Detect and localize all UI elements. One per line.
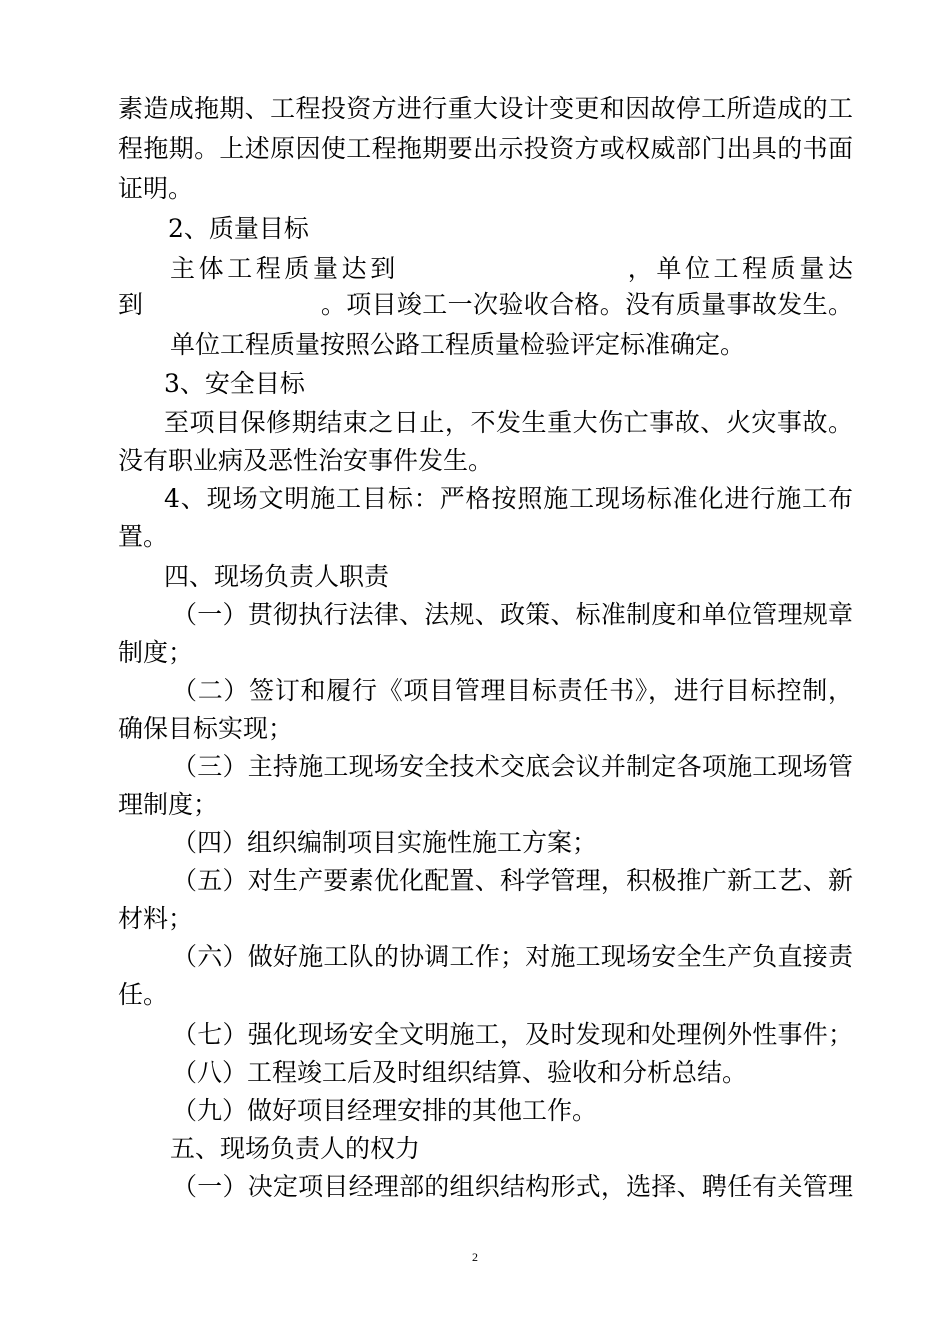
paragraph-line: 材料； bbox=[118, 904, 194, 933]
paragraph-line: 理制度； bbox=[118, 790, 219, 819]
paragraph-line: 素造成拖期、工程投资方进行重大设计变更和因故停工所造成的工 bbox=[118, 94, 853, 123]
paragraph-line: （八）工程竣工后及时组织结算、验收和分析总结。 bbox=[172, 1058, 748, 1087]
paragraph-line: （九）做好项目经理安排的其他工作。 bbox=[172, 1096, 598, 1125]
paragraph-line: 到 。项目竣工一次验收合格。没有质量事故发生。 bbox=[118, 290, 853, 319]
paragraph-line: 任。 bbox=[118, 980, 169, 1009]
paragraph-line: 没有职业病及恶性治安事件发生。 bbox=[118, 446, 494, 475]
paragraph-line: 主体工程质量达到 ，单位工程质量达 bbox=[170, 254, 853, 283]
paragraph-line: （三）主持施工现场安全技术交底会议并制定各项施工现场管 bbox=[172, 752, 853, 781]
paragraph-line: 单位工程质量按照公路工程质量检验评定标准确定。 bbox=[170, 330, 746, 359]
paragraph-line: 置。 bbox=[118, 522, 169, 551]
paragraph-line: （七）强化现场安全文明施工，及时发现和处理例外性事件； bbox=[172, 1020, 853, 1049]
page-number: 2 bbox=[472, 1250, 478, 1264]
section-heading: 四、现场负责人职责 bbox=[164, 562, 390, 591]
paragraph-line: 4、现场文明施工目标：严格按照施工现场标准化进行施工布 bbox=[164, 484, 853, 513]
paragraph-line: 程拖期。上述原因使工程拖期要出示投资方或权威部门出具的书面 bbox=[118, 134, 853, 163]
paragraph-line: 确保目标实现； bbox=[118, 714, 294, 743]
paragraph-line: 制度； bbox=[118, 638, 194, 667]
paragraph-line: （四）组织编制项目实施性施工方案； bbox=[172, 828, 598, 857]
paragraph-line: （一）贯彻执行法律、法规、政策、标准制度和单位管理规章 bbox=[172, 600, 853, 629]
paragraph-line: （六）做好施工队的协调工作；对施工现场安全生产负直接责 bbox=[172, 942, 853, 971]
section-heading: 3、安全目标 bbox=[164, 369, 305, 398]
paragraph-line: 证明。 bbox=[118, 174, 194, 203]
paragraph-line: （二）签订和履行《项目管理目标责任书》，进行目标控制， bbox=[172, 676, 853, 705]
paragraph-line: 至项目保修期结束之日止，不发生重大伤亡事故、火灾事故。 bbox=[164, 408, 853, 437]
paragraph-line: （五）对生产要素优化配置、科学管理，积极推广新工艺、新 bbox=[172, 866, 853, 895]
section-heading: 五、现场负责人的权力 bbox=[170, 1134, 421, 1163]
section-heading: 2、质量目标 bbox=[168, 214, 309, 243]
paragraph-line: （一）决定项目经理部的组织结构形式，选择、聘任有关管理 bbox=[172, 1172, 853, 1201]
